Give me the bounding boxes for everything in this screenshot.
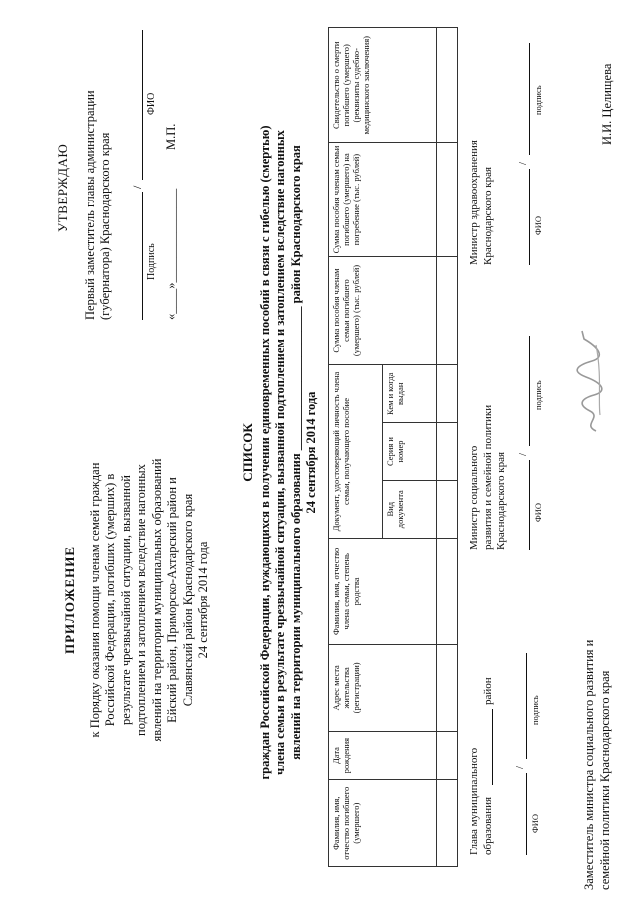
deputy-minister-name: И.И. Целищева [600, 63, 614, 145]
signature-minister-health: Министр здравоохранения Краснодарского края / ФИО подпись [468, 35, 558, 265]
approval-date-row [164, 10, 184, 320]
deputy-minister-block [582, 470, 613, 890]
approval-position-line: (губернатора) Краснодарского края [98, 132, 112, 320]
signature-head-mo: Глава муниципального образования район / ФИО подпись [468, 645, 558, 855]
signature-minister-social: Министр социального развития и семейной политики Краснодарского края / ФИО подпись [468, 330, 558, 550]
title-line: явлений на территории муниципального образования _______________________ район Краснодарского края [288, 145, 303, 760]
appendix-block [62, 385, 212, 815]
fio-caption: ФИО [533, 216, 543, 235]
approval-block [55, 10, 184, 320]
signer-title: Министр здравоохранения [468, 140, 480, 265]
table-header-row [329, 28, 383, 867]
approval-position-line: Первый заместитель главы администрации [82, 90, 97, 320]
sign-caption: подпись [533, 85, 543, 115]
appendix-line: явлений на территории муниципальных образований [149, 458, 164, 742]
seal-label: М.П. [163, 123, 178, 150]
signer-title: район [481, 677, 494, 705]
sign-caption: подпись [529, 695, 540, 725]
subcolumn-header: Вид документа [383, 480, 437, 538]
title-line: члена семьи в результате чрезвычайной ситуации, вызванной подтоплением и затоплением вследствие нагонных [273, 130, 287, 775]
name-line [142, 30, 143, 180]
subcolumn-header: Серия и номер [383, 423, 437, 481]
column-header: Фамилия, имя, отчество погибшего (умершего) [329, 780, 437, 867]
column-header: Свидетельство о смерти погибшего (умершего) (реквизиты судебно-медицинского заключения) [329, 28, 437, 143]
appendix-line: к Порядку оказания помощи членам семей граждан [87, 462, 102, 738]
subcolumn-header: Кем и когда выдан [383, 365, 437, 423]
appendix-line: результате чрезвычайной ситуации, вызванной [118, 475, 133, 725]
list-heading: СПИСОК [240, 423, 255, 482]
signer-title: Глава муниципального [468, 747, 480, 855]
approval-date: «____»_______________ [163, 188, 178, 320]
table-row [437, 28, 458, 867]
column-header: Дата рождения [329, 731, 437, 780]
column-header: Адрес места жительства (регистрации) [329, 645, 437, 732]
appendix-line: 24 сентября 2014 года [196, 541, 210, 659]
signer-title: Министр социального [468, 445, 480, 550]
signer-title: развития и семейной политики [481, 404, 494, 550]
appendix-line: Ейский район, Приморско-Ахтарский район и [165, 477, 179, 723]
column-header: Фамилия, имя, отчество члена семьи, степень родства [329, 538, 437, 645]
approval-signature-row: / Подпись ФИО [118, 10, 164, 320]
title-line: граждан Российской Федерации, нуждающихся в получении единовременных пособий в связи с гибелью (смертью) [257, 125, 272, 780]
signer-title: Краснодарского края [495, 451, 507, 550]
signer-title: Краснодарского края [481, 166, 494, 265]
appendix-line: подтоплением и затоплением вследствие нагонных [134, 464, 148, 736]
fio-caption: ФИО [529, 814, 540, 833]
title-date: 24 сентября 2014 года [304, 391, 318, 514]
name-caption: ФИО [145, 92, 157, 115]
appendix-line: Славянский район Краснодарского края [180, 493, 195, 707]
handwritten-signature [572, 325, 608, 435]
column-header: Сумма пособия членам семьи погибшего (умершего) (тыс. рублей) [329, 256, 437, 365]
column-header: Документ, удостоверяющий личность члена семьи, получающего пособие [329, 365, 383, 538]
column-header: Сумма пособия членам семьи погибшего (умершего) на погребение (тыс. рублей) [329, 143, 437, 256]
recipients-table [328, 27, 458, 867]
signature-line [142, 192, 143, 320]
signer-title: Заместитель министра социального развития и [582, 639, 596, 890]
appendix-line: Российской Федерации, погибших (умерших) в [103, 473, 117, 727]
signer-title: семейной политики Краснодарского края [597, 670, 612, 890]
sign-caption: подпись [532, 380, 543, 410]
fio-caption: ФИО [532, 503, 543, 522]
appendix-heading: ПРИЛОЖЕНИЕ [62, 545, 77, 655]
approval-heading: УТВЕРЖДАЮ [55, 143, 70, 232]
signer-title: образования [481, 796, 494, 855]
signature-caption: Подпись [145, 243, 157, 280]
title-block [240, 30, 320, 875]
